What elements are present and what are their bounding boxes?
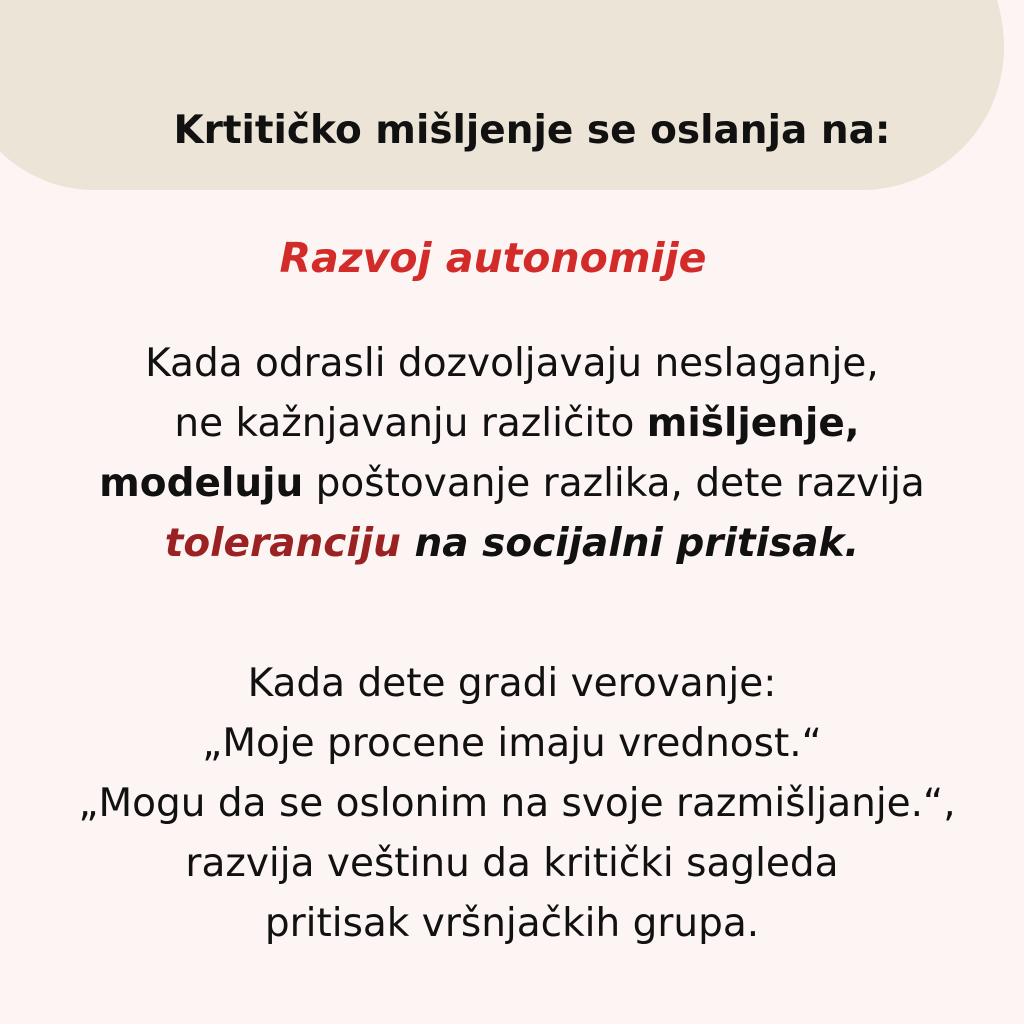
- page-title: Krtitičko mišljenje se oslanja na:: [173, 108, 891, 153]
- paragraph-autonomy: [0, 334, 1024, 574]
- text-regular: poštovanje razlika, dete razvija: [303, 461, 925, 506]
- header-banner: [0, 0, 1004, 190]
- paragraph-line: [0, 514, 1024, 574]
- text-accent: toleranciju: [164, 521, 401, 566]
- paragraph-line: razvija veštinu da kritički sagleda: [185, 841, 839, 886]
- text-bold-italic: na socijalni pritisak.: [400, 521, 860, 566]
- quote-line: „Moje procene imaju vrednost.“: [202, 721, 822, 766]
- paragraph-line: Kada dete gradi verovanje:: [247, 661, 777, 706]
- quote-line: „Mogu da se oslonim na svoje razmišljanje.“,: [78, 781, 956, 826]
- paragraph-belief: [0, 654, 1024, 954]
- paragraph-line: pritisak vršnjačkih grupa.: [264, 901, 760, 946]
- paragraph-line: Kada odrasli dozvoljavaju neslaganje,: [145, 341, 879, 386]
- paragraph-line: [0, 394, 1024, 454]
- text-bold: mišljenje,: [646, 401, 860, 446]
- paragraph-line: [0, 454, 1024, 514]
- text-bold: modeluju: [99, 461, 304, 506]
- text-regular: ne kažnjavanju različito: [174, 401, 647, 446]
- section-subtitle: Razvoj autonomije: [279, 234, 707, 282]
